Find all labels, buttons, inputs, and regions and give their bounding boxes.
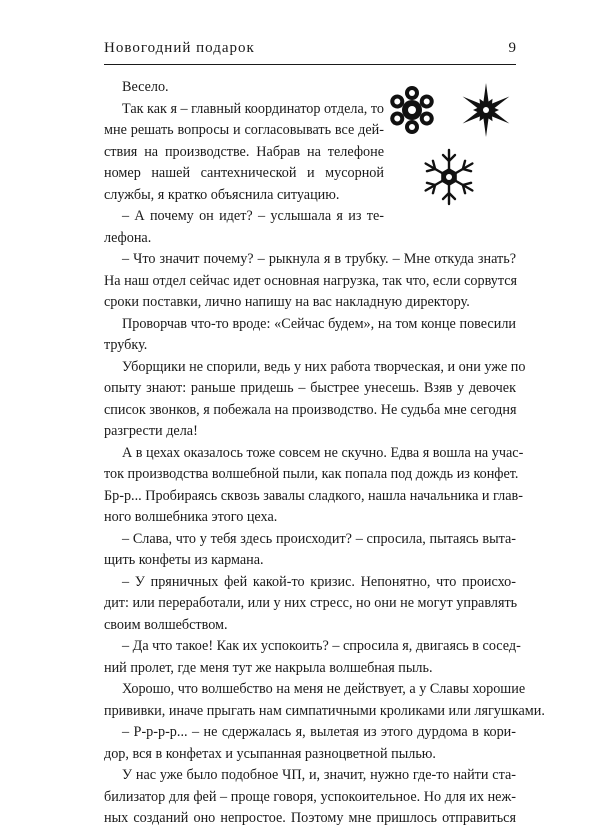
text-line: службы, я кратко объяснила ситуацию. — [104, 186, 340, 203]
text-line: – А почему он идет? – услышала я из те- — [122, 208, 384, 224]
text-line: Так как я – главный координатор отдела, то — [122, 100, 384, 117]
text-line: – Что значит почему? – рыкнула я в трубку. – Мне откуда знать? — [122, 251, 516, 267]
text-line: У нас уже было подобное ЧП, и, значит, нужно где-то найти ста- — [122, 767, 516, 783]
text-line: билизатор для фей – проще говоря, успокоительное. Но для их неж- — [104, 788, 516, 805]
text-line: разгрести дела! — [104, 423, 198, 439]
text-line: дит: или переработали, или у них стресс, но они не могут управлять — [104, 595, 518, 611]
text-line: лефона. — [104, 229, 152, 246]
text-line: своим волшебством. — [104, 616, 228, 633]
text-line: список звонков, я побежала на производство. Не судьба мне сегодня — [104, 401, 517, 418]
text-line: ствия на производстве. Набрав на телефоне — [104, 143, 384, 160]
text-line: – Слава, что у тебя здесь происходит? – спросила, пытаясь выта- — [122, 530, 516, 547]
text-line: сроки поставки, лично напишу на вас накладную директору. — [104, 294, 470, 310]
text-line: ного волшебника этого цеха. — [104, 509, 278, 525]
text-line: Весело. — [122, 79, 169, 95]
text-line: Уборщики не спорили, ведь у них работа творческая, и они уже по — [122, 358, 526, 375]
text-line: Проворчав что-то вроде: «Сейчас будем», на том конце повесили — [122, 315, 516, 332]
text-line: опыту знают: раньше придешь – быстрее унесешь. Взяв у девочек — [104, 380, 516, 396]
page-body — [104, 77, 545, 830]
text-line: ных созданий оно непростое. Поэтому мне пришлось отправиться — [104, 810, 516, 826]
text-line: трубку. — [104, 337, 148, 353]
text-line: А в цехах оказалось тоже совсем не скучно. Едва я вошла на учас- — [122, 444, 524, 461]
text-line: ток производства волшебной пыли, как попала под дождь из конфет. — [104, 466, 519, 482]
text-line: – Р-р-р-р... – не сдержалась я, вылетая из этого дурдома в кори- — [122, 724, 516, 740]
header-rule — [104, 64, 516, 65]
running-header — [104, 40, 516, 64]
text-line: На наш отдел сейчас идет основная нагрузка, так что, если сорвутся — [104, 272, 518, 289]
text-line: – Да что такое! Как их успокоить? – спросила я, двигаясь в сосед- — [122, 638, 521, 654]
text-line: Бр-р... Пробираясь сквозь завалы сладкого, нашла начальника и глав- — [104, 487, 523, 504]
text-line: дор, вся в конфетах и усыпанная разноцветной пылью. — [104, 745, 436, 762]
text-line: Хорошо, что волшебство на меня не действует, а у Славы хорошие — [122, 681, 526, 697]
text-line: щить конфеты из кармана. — [104, 552, 264, 568]
text-line: номер нашей сантехнической и мусорной — [104, 165, 384, 181]
text-line: ний пролет, где меня тут же накрыла волшебная пыль. — [104, 659, 433, 676]
text-line: мне решать вопросы и согласовывать все дей- — [104, 122, 384, 138]
text-line: прививки, иначе прыгать нам симпатичными кроликами или лягушками. — [104, 702, 545, 719]
page-number: 9 — [508, 40, 516, 56]
text-line: – У пряничных фей какой-то кризис. Непонятно, что происхо- — [122, 573, 516, 590]
running-title: Новогодний подарок — [104, 40, 255, 56]
